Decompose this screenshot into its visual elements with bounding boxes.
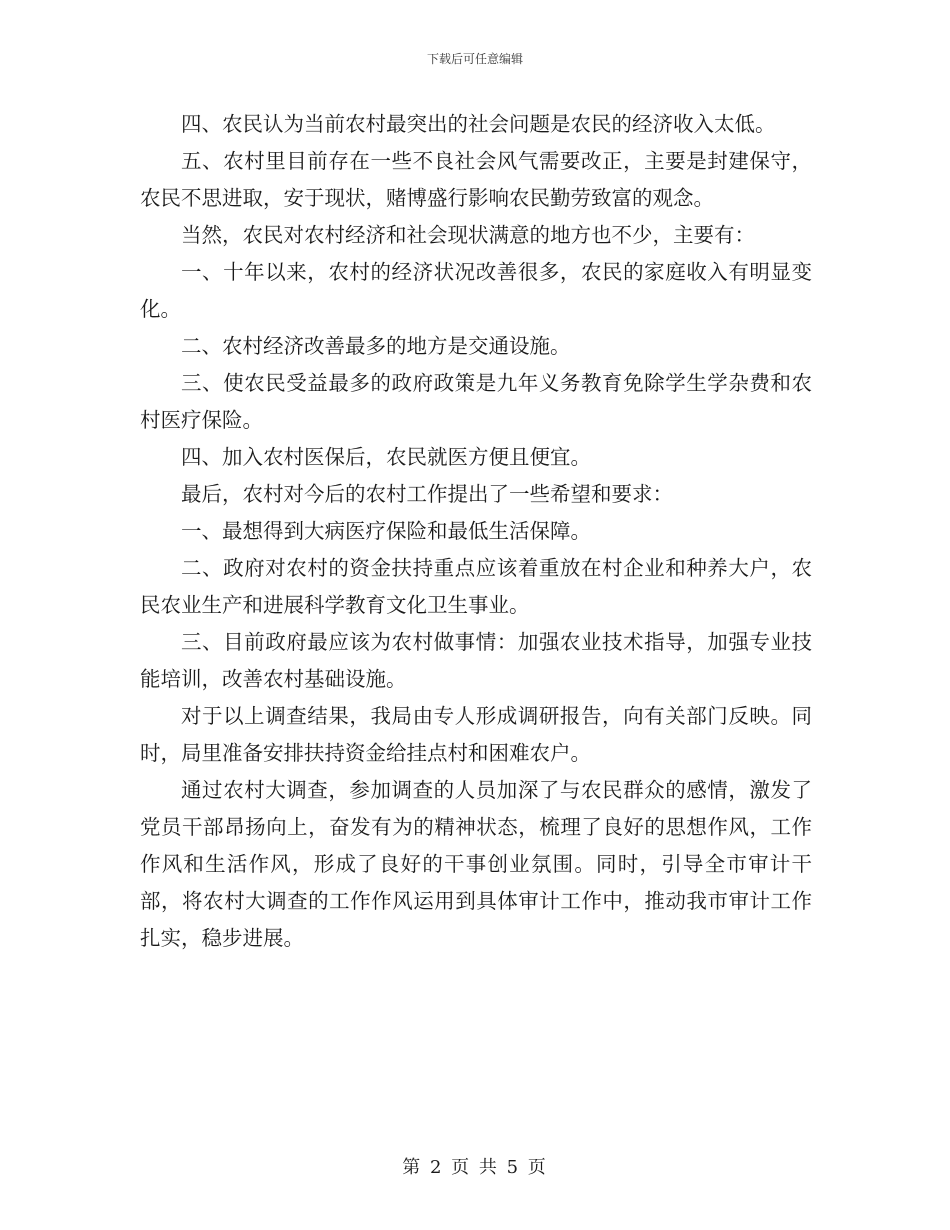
paragraph: 当然，农民对农村经济和社会现状满意的地方也不少，主要有： bbox=[181, 223, 755, 247]
paragraph: 五、农村里目前存在一些不良社会风气需要改正，主要是封建保守，农民不思进取，安于现状，赌博盛行影响农民勤劳致富的观念。 bbox=[140, 149, 812, 210]
paragraph: 通过农村大调查，参加调查的人员加深了与农民群众的感情，激发了党员干部昂扬向上，奋发有为的精神状态，梳理了良好的思想作风，工作作风和生活作风，形成了良好的干事创业氛围。同时，引导全市审计干部，将农村大调查的工作作风运用到具体审计工作中，推动我市审计工作扎实，稳步进展。 bbox=[140, 778, 812, 950]
page-number: 第 2 页 共 5 页 bbox=[402, 1157, 548, 1178]
paragraph: 四、加入农村医保后，农民就医方便且便宜。 bbox=[181, 445, 591, 469]
document-body bbox=[140, 106, 812, 957]
paragraph: 一、最想得到大病医疗保险和最低生活保障。 bbox=[181, 519, 591, 543]
paragraph: 四、农民认为当前农村最突出的社会问题是农民的经济收入太低。 bbox=[181, 112, 776, 136]
paragraph: 三、目前政府最应该为农村做事情：加强农业技术指导，加强专业技能培训，改善农村基础设施。 bbox=[140, 630, 812, 691]
paragraph: 二、政府对农村的资金扶持重点应该着重放在村企业和种养大户，农民农业生产和进展科学教育文化卫生事业。 bbox=[140, 556, 812, 617]
paragraph: 对于以上调查结果，我局由专人形成调研报告，向有关部门反映。同时，局里准备安排扶持资金给挂点村和困难农户。 bbox=[140, 704, 812, 765]
paragraph: 二、农村经济改善最多的地方是交通设施。 bbox=[181, 334, 571, 358]
paragraph: 一、十年以来，农村的经济状况改善很多，农民的家庭收入有明显变化。 bbox=[140, 260, 812, 321]
paragraph: 三、使农民受益最多的政府政策是九年义务教育免除学生学杂费和农村医疗保险。 bbox=[140, 371, 812, 432]
page-header: 下载后可任意编辑 bbox=[426, 52, 523, 66]
paragraph: 最后，农村对今后的农村工作提出了一些希望和要求： bbox=[181, 482, 673, 506]
